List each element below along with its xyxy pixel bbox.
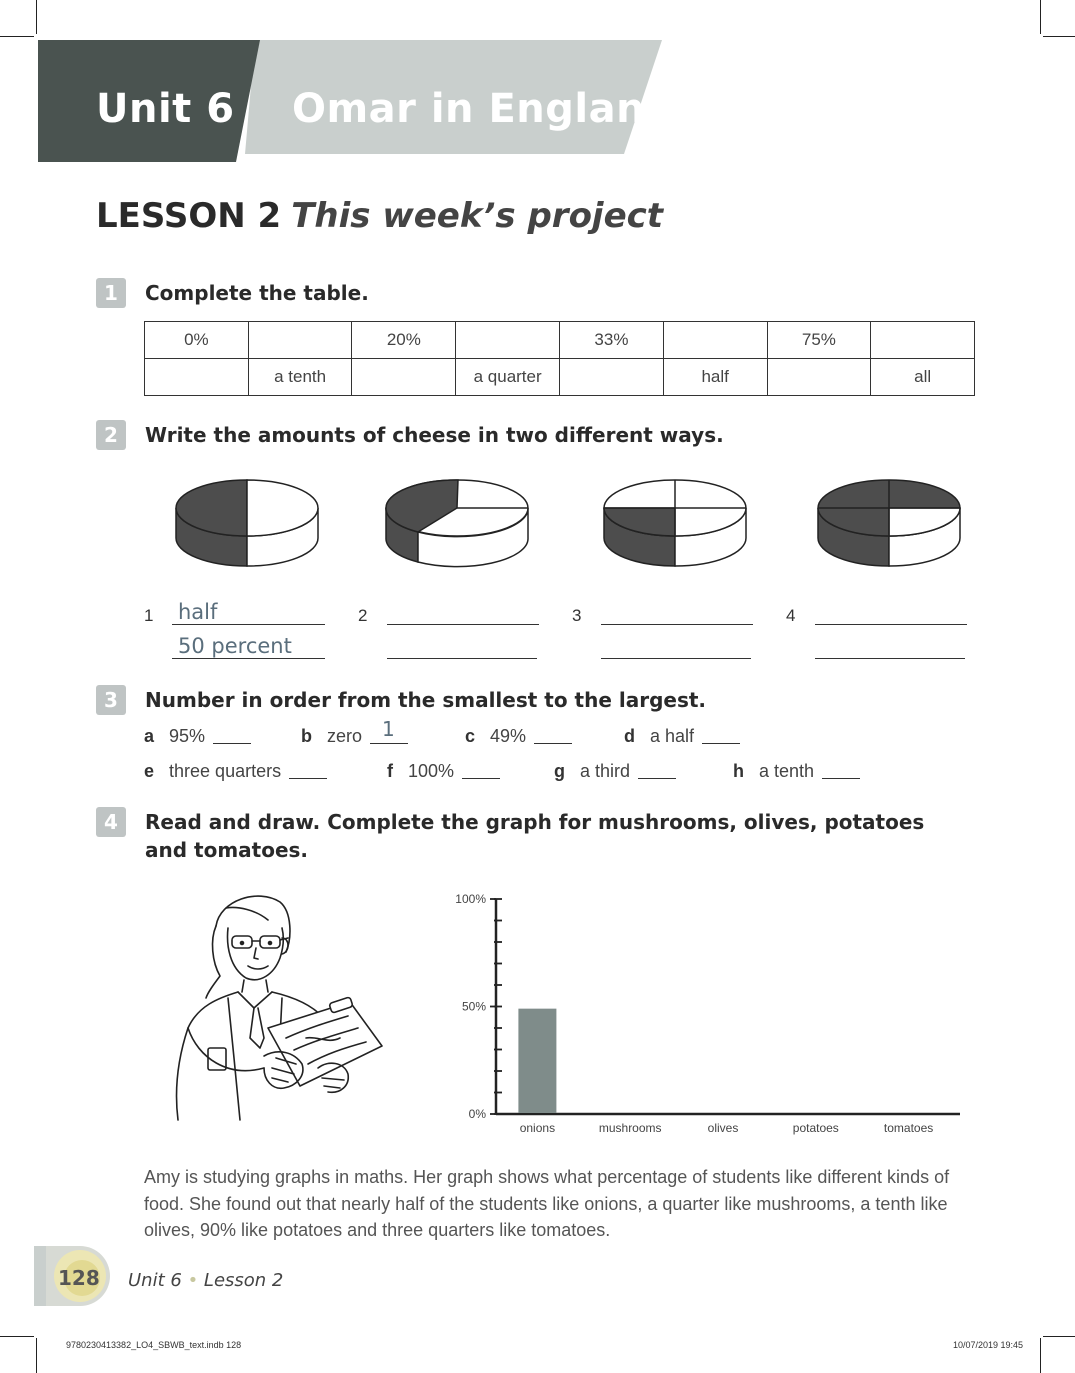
category-label-tomatoes: tomatoes [883,1121,934,1135]
exercise-instruction: Write the amounts of cheese in two different ways. [145,423,724,447]
unit-banner [0,0,1075,170]
table-cell: a quarter [456,359,560,396]
cheese-quarter-illustration [598,470,753,575]
exercise-instruction: Complete the table. [145,281,369,305]
table-cell: 20% [352,322,456,359]
order-item: h a tenth [733,761,860,782]
category-label-mushrooms: mushrooms [598,1121,662,1135]
exercise-number-badge: 1 [96,278,126,308]
table-row [145,359,975,396]
answer-number: 1 [144,606,154,625]
table-cell[interactable] [352,359,456,396]
table-cell[interactable] [663,322,767,359]
answer-line [172,624,325,625]
footer-unit: Unit 6 [128,1270,182,1291]
bar-onions [518,1009,556,1113]
answer-line[interactable] [387,624,539,625]
answer-line[interactable] [638,764,676,779]
table-cell[interactable] [456,322,560,359]
exercise-instruction [145,808,924,864]
handwritten-answer[interactable]: 50 percent [178,634,292,658]
instruction-line: and tomatoes. [145,838,309,862]
exercise-instruction: Number in order from the smallest to the largest. [145,688,707,712]
y-tick-label: 0% [468,1107,486,1121]
exercise-number-badge: 2 [96,420,126,450]
cheese-third-illustration [380,470,535,575]
table-cell[interactable] [248,322,352,359]
answer-number: 3 [572,606,582,625]
answer-number: 4 [786,606,796,625]
unit-label: Unit 6 [96,86,235,132]
handwritten-answer[interactable]: half [178,600,218,624]
order-item: a 95% [144,726,251,747]
order-item: b zero 1 [301,726,408,747]
cheese-three-quarters-illustration [812,470,967,575]
order-item: e three quarters [144,761,327,782]
footer-lesson-label [128,1270,283,1291]
table-cell: 75% [767,322,871,359]
category-label-potatoes: potatoes [792,1121,839,1135]
order-item: f 100% [387,761,500,782]
lesson-heading [96,196,663,236]
answer-line[interactable] [289,764,327,779]
answer-line[interactable] [702,729,740,744]
page-number: 128 [58,1266,100,1290]
order-item: g a third [554,761,676,782]
answer-line[interactable] [370,717,408,744]
print-slug-date: 10/07/2019 19:45 [953,1340,1024,1350]
crop-mark [36,1338,37,1373]
lesson-title: This week’s project [291,196,664,236]
category-label-onions: onions [519,1121,556,1135]
table-cell: half [663,359,767,396]
table-row [145,322,975,359]
answer-line[interactable] [815,624,967,625]
answer-line[interactable] [815,658,965,659]
lesson-number: LESSON 2 [96,196,282,236]
table-cell[interactable] [145,359,249,396]
crop-mark [1040,1338,1041,1373]
table-cell[interactable] [767,359,871,396]
answer-line[interactable] [822,764,860,779]
answer-line[interactable] [534,729,572,744]
table-cell[interactable] [560,359,664,396]
answer-line[interactable] [213,729,251,744]
answer-line[interactable] [601,624,753,625]
table-cell: 0% [145,322,249,359]
order-item: c 49% [465,726,572,747]
crop-mark [0,1336,34,1337]
cheese-half-illustration [170,470,325,575]
order-item: d a half [624,726,740,747]
answer-line[interactable] [601,658,751,659]
footer-separator: • [187,1270,199,1291]
handwritten-answer: 1 [382,717,395,741]
instruction-line: Read and draw. Complete the graph for mushrooms, olives, potatoes [145,810,925,834]
crop-mark [1043,1336,1075,1337]
table-cell: a tenth [248,359,352,396]
footer-lesson: Lesson 2 [203,1270,284,1291]
answer-line[interactable] [462,764,500,779]
exercise-paragraph: Amy is studying graphs in maths. Her graph shows what percentage of students like different kinds of food. She found out that nearly half of the students like onions, a quarter like mushrooms, a tenth like olives, 90% like potatoes and three quarters like tomatoes. [144,1167,950,1240]
food-preference-bar-chart [440,885,970,1140]
unit-title: Omar in England [292,86,675,132]
category-label-olives: olives [707,1121,739,1135]
answer-line[interactable] [387,658,537,659]
fractions-table [144,321,975,396]
answer-line [172,658,325,659]
print-slug-file: 9780230413382_LO4_SBWB_text.indb 128 [66,1340,242,1350]
y-tick-label: 50% [461,999,486,1014]
y-tick-label: 100% [455,892,486,906]
answer-number: 2 [358,606,368,625]
table-cell[interactable] [871,322,975,359]
table-cell: all [871,359,975,396]
table-cell: 33% [560,322,664,359]
exercise-number-badge: 4 [96,807,126,837]
exercise-number-badge: 3 [96,685,126,715]
girl-with-clipboard-illustration [168,888,390,1128]
